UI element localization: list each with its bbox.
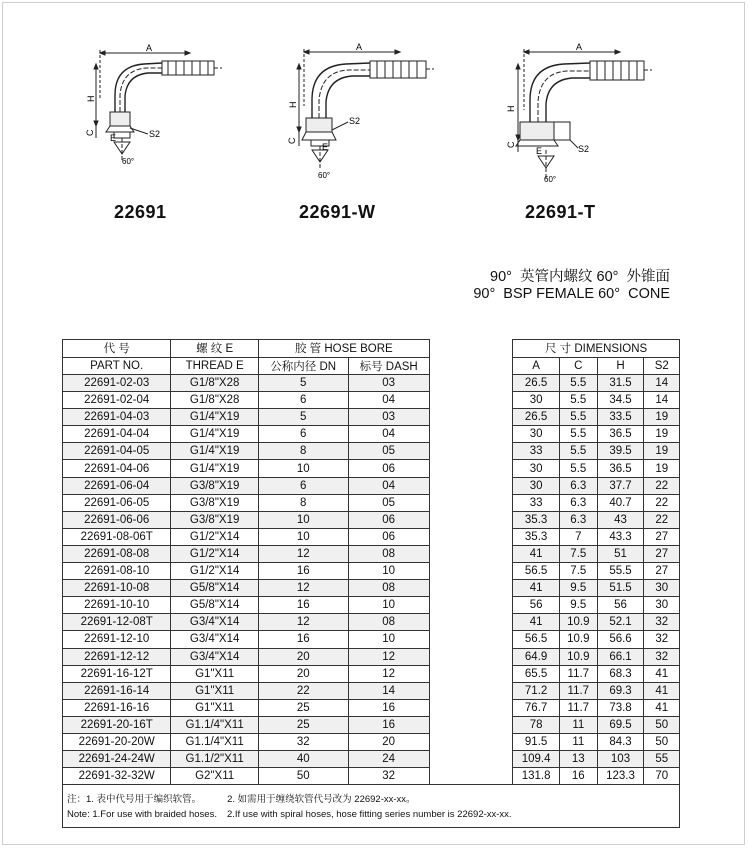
cell-dash: 03	[348, 375, 429, 392]
dim-s2-label: S2	[578, 144, 590, 154]
cell-thread: G1.1/4"X11	[171, 716, 259, 733]
row-gap	[429, 545, 512, 562]
fitting-drawing-22691-t	[498, 40, 668, 190]
cell-thread: G1/8"X28	[171, 375, 259, 392]
cell-dash: 04	[348, 392, 429, 409]
cell-c: 6.3	[560, 494, 598, 511]
dim-e-label: E	[536, 146, 543, 156]
cell-part-no: 22691-06-06	[63, 511, 171, 528]
cell-c: 5.5	[560, 375, 598, 392]
table-row	[63, 409, 680, 426]
cell-h: 51.5	[597, 580, 644, 597]
cell-dn: 10	[258, 460, 348, 477]
row-gap	[429, 682, 512, 699]
header-thread-en: THREAD E	[171, 357, 259, 375]
header-hose-bore: 胶 管 HOSE BORE	[258, 340, 429, 358]
cell-h: 103	[597, 751, 644, 768]
dim-a-label: A	[356, 42, 363, 52]
cell-c: 10.9	[560, 614, 598, 631]
table-row	[63, 580, 680, 597]
dim-angle-label: 60°	[318, 171, 331, 180]
header-dimensions: 尺 寸 DIMENSIONS	[513, 340, 680, 358]
cell-thread: G5/8"X14	[171, 580, 259, 597]
row-gap	[429, 751, 512, 768]
cell-dash: 08	[348, 545, 429, 562]
cell-c: 13	[560, 751, 598, 768]
cell-a: 33	[513, 494, 560, 511]
row-gap	[429, 597, 512, 614]
cell-dash: 03	[348, 409, 429, 426]
cell-thread: G1"X11	[171, 699, 259, 716]
cell-c: 5.5	[560, 392, 598, 409]
table-row	[63, 665, 680, 682]
cell-dn: 40	[258, 751, 348, 768]
cell-h: 68.3	[597, 665, 644, 682]
cell-dn: 32	[258, 733, 348, 750]
table-row	[63, 511, 680, 528]
row-gap	[429, 699, 512, 716]
cell-thread: G1/2"X14	[171, 528, 259, 545]
cell-h: 52.1	[597, 614, 644, 631]
cell-a: 71.2	[513, 682, 560, 699]
dim-e-label: E	[110, 133, 117, 143]
cell-s2: 70	[644, 768, 680, 785]
table-row	[63, 528, 680, 545]
table-row	[63, 733, 680, 750]
cell-s2: 19	[644, 426, 680, 443]
fitting-drawing-22691-w	[282, 40, 452, 185]
row-gap	[429, 614, 512, 631]
cell-c: 11.7	[560, 682, 598, 699]
table-row	[63, 648, 680, 665]
table-row	[63, 494, 680, 511]
cell-s2: 22	[644, 477, 680, 494]
row-gap	[429, 392, 512, 409]
cell-a: 56.5	[513, 563, 560, 580]
cell-h: 40.7	[597, 494, 644, 511]
dim-h-label: H	[506, 105, 516, 112]
cell-a: 131.8	[513, 768, 560, 785]
cell-part-no: 22691-06-04	[63, 477, 171, 494]
cell-h: 55.5	[597, 563, 644, 580]
cell-part-no: 22691-04-04	[63, 426, 171, 443]
row-gap	[429, 460, 512, 477]
table-row	[63, 614, 680, 631]
cell-a: 41	[513, 580, 560, 597]
cell-h: 69.3	[597, 682, 644, 699]
table-row	[63, 460, 680, 477]
table-body	[63, 375, 680, 785]
cell-part-no: 22691-02-03	[63, 375, 171, 392]
table-row	[63, 699, 680, 716]
cell-s2: 27	[644, 528, 680, 545]
cell-thread: G1.1/2"X11	[171, 751, 259, 768]
cell-thread: G1.1/4"X11	[171, 733, 259, 750]
header-gap	[429, 340, 512, 358]
cell-a: 35.3	[513, 528, 560, 545]
row-gap	[429, 511, 512, 528]
cell-part-no: 22691-08-06T	[63, 528, 171, 545]
cell-a: 30	[513, 477, 560, 494]
cell-thread: G1/8"X28	[171, 392, 259, 409]
table-row	[63, 716, 680, 733]
table-row	[63, 597, 680, 614]
cell-dash: 05	[348, 443, 429, 460]
cell-dn: 25	[258, 716, 348, 733]
row-gap	[429, 528, 512, 545]
cell-s2: 30	[644, 580, 680, 597]
cell-h: 36.5	[597, 426, 644, 443]
notes-en	[63, 806, 680, 828]
table-row	[63, 631, 680, 648]
cell-c: 11	[560, 733, 598, 750]
cell-dn: 22	[258, 682, 348, 699]
dim-h-label: H	[288, 101, 298, 108]
table-row	[63, 477, 680, 494]
note-en-2: 2.If use with spiral hoses, hose fitting series number is 22692-xx-xx.	[226, 809, 512, 821]
dim-a-label: A	[146, 43, 153, 53]
dimensions-table	[62, 339, 680, 828]
cell-dash: 14	[348, 682, 429, 699]
cell-s2: 50	[644, 733, 680, 750]
cell-h: 69.5	[597, 716, 644, 733]
cell-a: 26.5	[513, 375, 560, 392]
cell-dash: 10	[348, 563, 429, 580]
cell-s2: 19	[644, 443, 680, 460]
row-gap	[429, 733, 512, 750]
cell-a: 41	[513, 545, 560, 562]
header-part-en: PART NO.	[63, 357, 171, 375]
header-thread-cn: 螺 纹 E	[171, 340, 259, 358]
cell-h: 73.8	[597, 699, 644, 716]
cell-s2: 50	[644, 716, 680, 733]
cell-h: 56	[597, 597, 644, 614]
cell-s2: 14	[644, 392, 680, 409]
cell-dash: 10	[348, 597, 429, 614]
cell-thread: G1/2"X14	[171, 545, 259, 562]
header-col-h: H	[597, 357, 644, 375]
cell-part-no: 22691-12-08T	[63, 614, 171, 631]
cell-dash: 04	[348, 426, 429, 443]
table-row	[63, 426, 680, 443]
dim-e-label: E	[322, 142, 329, 152]
row-gap	[429, 494, 512, 511]
cell-s2: 32	[644, 648, 680, 665]
row-gap	[429, 409, 512, 426]
cell-s2: 22	[644, 494, 680, 511]
cell-h: 123.3	[597, 768, 644, 785]
cell-s2: 32	[644, 614, 680, 631]
cell-part-no: 22691-10-10	[63, 597, 171, 614]
cell-dash: 10	[348, 631, 429, 648]
cell-h: 84.3	[597, 733, 644, 750]
row-gap	[429, 375, 512, 392]
cell-part-no: 22691-08-08	[63, 545, 171, 562]
cell-dn: 25	[258, 699, 348, 716]
cell-c: 10.9	[560, 631, 598, 648]
header-dash: 标号 DASH	[348, 357, 429, 375]
cell-c: 11	[560, 716, 598, 733]
table-row	[63, 443, 680, 460]
cell-c: 11.7	[560, 665, 598, 682]
cell-thread: G3/4"X14	[171, 648, 259, 665]
row-gap	[429, 665, 512, 682]
cell-h: 51	[597, 545, 644, 562]
cell-a: 33	[513, 443, 560, 460]
cell-thread: G2"X11	[171, 768, 259, 785]
cell-s2: 32	[644, 631, 680, 648]
cell-a: 35.3	[513, 511, 560, 528]
cell-thread: G1"X11	[171, 682, 259, 699]
cell-part-no: 22691-16-14	[63, 682, 171, 699]
cell-a: 26.5	[513, 409, 560, 426]
cell-s2: 55	[644, 751, 680, 768]
cell-c: 7.5	[560, 545, 598, 562]
table-row	[63, 768, 680, 785]
cell-h: 36.5	[597, 460, 644, 477]
table-row	[63, 545, 680, 562]
dim-c-label: C	[287, 137, 297, 144]
cell-s2: 14	[644, 375, 680, 392]
cell-dn: 16	[258, 563, 348, 580]
cell-part-no: 22691-02-04	[63, 392, 171, 409]
cell-dash: 06	[348, 511, 429, 528]
cell-dash: 24	[348, 751, 429, 768]
header-gap	[429, 357, 512, 375]
cell-thread: G1/4"X19	[171, 443, 259, 460]
cell-dash: 06	[348, 460, 429, 477]
cell-dn: 5	[258, 409, 348, 426]
cell-c: 16	[560, 768, 598, 785]
cell-dn: 6	[258, 392, 348, 409]
cell-c: 7.5	[560, 563, 598, 580]
cell-a: 30	[513, 460, 560, 477]
cell-a: 91.5	[513, 733, 560, 750]
header-part-cn: 代 号	[63, 340, 171, 358]
cell-thread: G3/8"X19	[171, 494, 259, 511]
cell-s2: 41	[644, 682, 680, 699]
cell-thread: G1/4"X19	[171, 460, 259, 477]
cell-c: 5.5	[560, 409, 598, 426]
header-col-s2: S2	[644, 357, 680, 375]
cell-dn: 8	[258, 494, 348, 511]
cell-dn: 16	[258, 597, 348, 614]
header-dn: 公称内径 DN	[258, 357, 348, 375]
cell-part-no: 22691-24-24W	[63, 751, 171, 768]
cell-s2: 41	[644, 699, 680, 716]
cell-c: 5.5	[560, 460, 598, 477]
cell-dn: 20	[258, 648, 348, 665]
cell-h: 39.5	[597, 443, 644, 460]
cell-part-no: 22691-04-06	[63, 460, 171, 477]
header-col-c: C	[560, 357, 598, 375]
cell-part-no: 22691-20-16T	[63, 716, 171, 733]
cell-c: 10.9	[560, 648, 598, 665]
cell-h: 43.3	[597, 528, 644, 545]
cell-dn: 10	[258, 528, 348, 545]
dim-angle-label: 60°	[544, 175, 557, 184]
cell-h: 66.1	[597, 648, 644, 665]
cell-dash: 04	[348, 477, 429, 494]
cell-a: 56	[513, 597, 560, 614]
row-gap	[429, 563, 512, 580]
cell-dn: 6	[258, 426, 348, 443]
cell-h: 43	[597, 511, 644, 528]
cell-part-no: 22691-06-05	[63, 494, 171, 511]
cell-a: 64.9	[513, 648, 560, 665]
cell-part-no: 22691-10-08	[63, 580, 171, 597]
cell-dn: 6	[258, 477, 348, 494]
fitting-drawing-22691	[82, 40, 232, 175]
cell-c: 6.3	[560, 477, 598, 494]
cell-part-no: 22691-12-10	[63, 631, 171, 648]
cell-dash: 12	[348, 648, 429, 665]
cell-dash: 06	[348, 528, 429, 545]
cell-thread: G5/8"X14	[171, 597, 259, 614]
cell-part-no: 22691-16-12T	[63, 665, 171, 682]
dim-s2-label: S2	[349, 116, 361, 126]
cell-dash: 20	[348, 733, 429, 750]
cell-a: 30	[513, 426, 560, 443]
cell-dash: 16	[348, 716, 429, 733]
cell-s2: 41	[644, 665, 680, 682]
cell-s2: 30	[644, 597, 680, 614]
note-en-1: Note: 1.For use with braided hoses.	[67, 809, 217, 821]
cell-dash: 16	[348, 699, 429, 716]
row-gap	[429, 716, 512, 733]
cell-thread: G3/4"X14	[171, 631, 259, 648]
cell-dn: 20	[258, 665, 348, 682]
notes-cn	[63, 785, 680, 807]
cell-part-no: 22691-04-03	[63, 409, 171, 426]
cell-thread: G1"X11	[171, 665, 259, 682]
header-col-a: A	[513, 357, 560, 375]
note-cn-1: 注：1. 表中代号用于编织软管。	[67, 793, 202, 805]
cell-h: 37.7	[597, 477, 644, 494]
row-gap	[429, 631, 512, 648]
dim-angle-label: 60°	[122, 157, 135, 166]
dim-c-label: C	[506, 141, 516, 148]
cell-dn: 5	[258, 375, 348, 392]
heading-cn: 90° 英管内螺纹 60° 外锥面	[490, 269, 670, 285]
cell-h: 31.5	[597, 375, 644, 392]
cell-dn: 16	[258, 631, 348, 648]
cell-a: 76.7	[513, 699, 560, 716]
cell-part-no: 22691-08-10	[63, 563, 171, 580]
cell-c: 5.5	[560, 443, 598, 460]
cell-dash: 32	[348, 768, 429, 785]
cell-dash: 05	[348, 494, 429, 511]
cell-thread: G3/8"X19	[171, 511, 259, 528]
dim-a-label: A	[576, 42, 583, 52]
cell-c: 6.3	[560, 511, 598, 528]
cell-dash: 08	[348, 580, 429, 597]
table-row	[63, 682, 680, 699]
table-row	[63, 392, 680, 409]
cell-h: 33.5	[597, 409, 644, 426]
cell-thread: G1/2"X14	[171, 563, 259, 580]
cell-h: 56.6	[597, 631, 644, 648]
cell-a: 56.5	[513, 631, 560, 648]
cell-a: 30	[513, 392, 560, 409]
dim-s2-label: S2	[149, 129, 161, 139]
cell-thread: G1/4"X19	[171, 409, 259, 426]
cell-c: 9.5	[560, 580, 598, 597]
cell-dn: 10	[258, 511, 348, 528]
part-label-22691-w: 22691-W	[299, 202, 376, 222]
row-gap	[429, 443, 512, 460]
part-label-22691: 22691	[114, 202, 167, 222]
table-row	[63, 563, 680, 580]
cell-part-no: 22691-20-20W	[63, 733, 171, 750]
cell-a: 109.4	[513, 751, 560, 768]
dim-c-label: C	[85, 129, 95, 136]
cell-a: 78	[513, 716, 560, 733]
cell-part-no: 22691-04-05	[63, 443, 171, 460]
cell-dn: 12	[258, 614, 348, 631]
cell-s2: 27	[644, 545, 680, 562]
cell-s2: 27	[644, 563, 680, 580]
cell-dn: 12	[258, 580, 348, 597]
cell-s2: 19	[644, 409, 680, 426]
cell-h: 34.5	[597, 392, 644, 409]
cell-dash: 12	[348, 665, 429, 682]
table-row	[63, 375, 680, 392]
cell-part-no: 22691-32-32W	[63, 768, 171, 785]
row-gap	[429, 580, 512, 597]
dim-h-label: H	[86, 95, 96, 102]
row-gap	[429, 768, 512, 785]
row-gap	[429, 477, 512, 494]
cell-c: 9.5	[560, 597, 598, 614]
cell-part-no: 22691-16-16	[63, 699, 171, 716]
cell-c: 7	[560, 528, 598, 545]
table-row	[63, 751, 680, 768]
cell-dn: 12	[258, 545, 348, 562]
cell-a: 41	[513, 614, 560, 631]
row-gap	[429, 426, 512, 443]
cell-c: 5.5	[560, 426, 598, 443]
cell-dash: 08	[348, 614, 429, 631]
cell-thread: G1/4"X19	[171, 426, 259, 443]
cell-s2: 19	[644, 460, 680, 477]
note-cn-2: 2. 如需用于缠绕软管代号改为 22692-xx-xx。	[227, 793, 416, 805]
cell-c: 11.7	[560, 699, 598, 716]
cell-thread: G3/4"X14	[171, 614, 259, 631]
cell-a: 65.5	[513, 665, 560, 682]
heading-en: 90° BSP FEMALE 60° CONE	[473, 286, 670, 302]
cell-thread: G3/8"X19	[171, 477, 259, 494]
part-label-22691-t: 22691-T	[525, 202, 596, 222]
row-gap	[429, 648, 512, 665]
cell-dn: 50	[258, 768, 348, 785]
cell-dn: 8	[258, 443, 348, 460]
cell-part-no: 22691-12-12	[63, 648, 171, 665]
cell-s2: 22	[644, 511, 680, 528]
